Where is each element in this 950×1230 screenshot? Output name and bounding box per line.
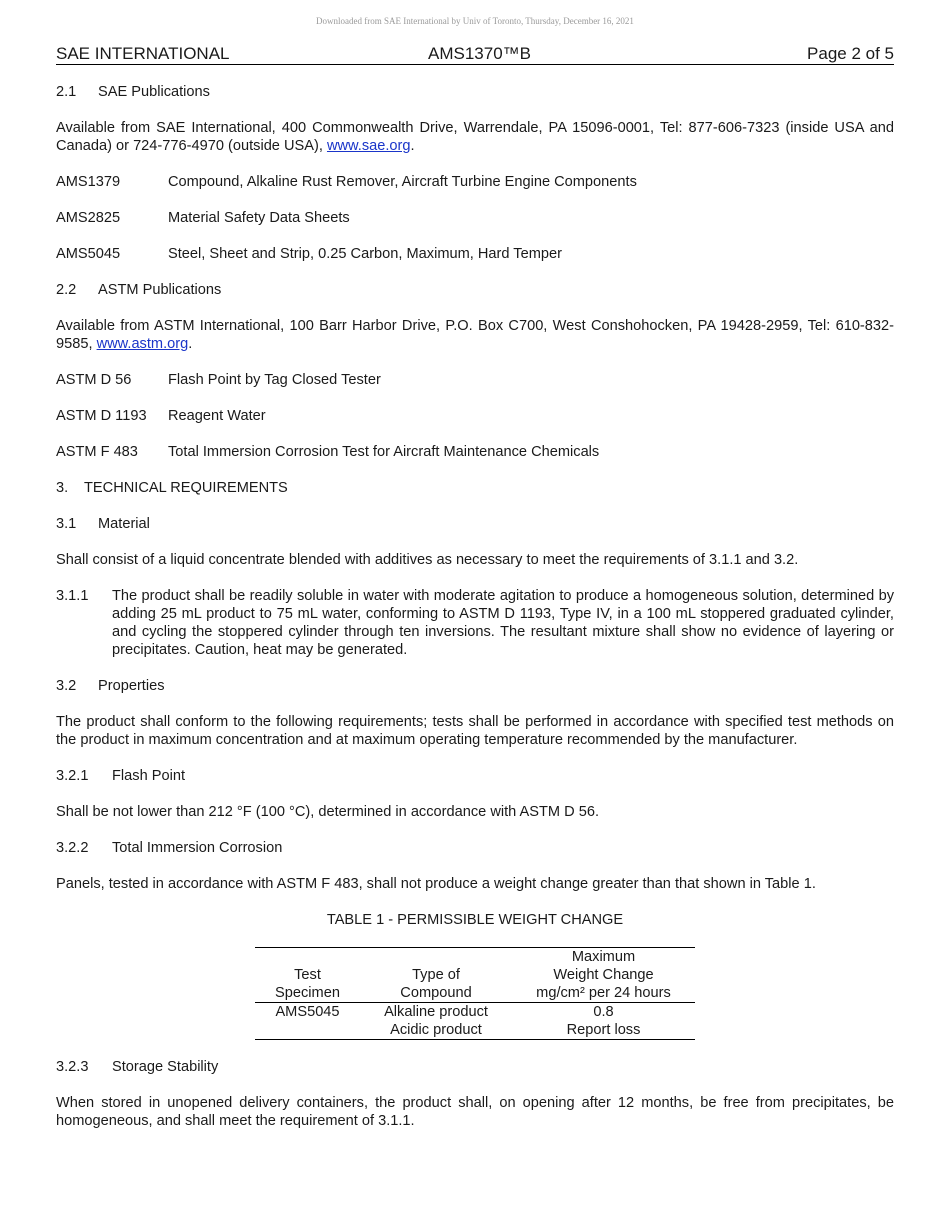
table-cell: AMS5045 bbox=[275, 1004, 340, 1020]
section-2-1-heading: 2.1 SAE Publications bbox=[56, 84, 210, 100]
table-header-cell: mg/cm² per 24 hours bbox=[512, 984, 695, 1003]
reference-item: ASTM F 483 Total Immersion Corrosion Test for Aircraft Maintenance Chemicals bbox=[56, 444, 600, 460]
header-org: SAE INTERNATIONAL bbox=[56, 44, 230, 63]
page-header bbox=[56, 44, 894, 65]
table-cell: Report loss bbox=[512, 1021, 695, 1040]
table-cell: 0.8 bbox=[593, 1004, 614, 1020]
header-doc-id: AMS1370™B bbox=[428, 44, 531, 63]
sae-availability: Available from SAE International, 400 Commonwealth Drive, Warrendale, PA 15096-0001, Tel: 877-606-7323 (inside USA and Canada) or 724-776-4970 (outside USA), www.sae.org. bbox=[56, 120, 894, 154]
reference-item: ASTM D 1193 Reagent Water bbox=[56, 408, 266, 424]
table-cell: Alkaline product bbox=[384, 1004, 488, 1020]
section-3-2-2-text: Panels, tested in accordance with ASTM F 483, shall not produce a weight change greater than that shown in Table 1. bbox=[56, 876, 816, 892]
section-3-2-3-text: When stored in unopened delivery containers, the product shall, on opening after 12 months, be free from precipitates, be homogeneous, and shall meet the requirement of 3.1.1. bbox=[56, 1095, 894, 1129]
reference-item: AMS2825 Material Safety Data Sheets bbox=[56, 210, 350, 226]
astm-link[interactable]: www.astm.org bbox=[96, 336, 189, 352]
document-body bbox=[56, 83, 894, 1148]
table-cell bbox=[255, 1021, 360, 1040]
section-2-2-heading: 2.2 ASTM Publications bbox=[56, 282, 222, 298]
table-header-cell: Compound bbox=[360, 984, 512, 1003]
section-3-1-text: Shall consist of a liquid concentrate blended with additives as necessary to meet the requirements of 3.1.1 and 3.2. bbox=[56, 552, 799, 568]
section-3-2-3-heading: 3.2.3 Storage Stability bbox=[56, 1059, 219, 1075]
table-1-title: TABLE 1 - PERMISSIBLE WEIGHT CHANGE bbox=[326, 912, 624, 928]
section-3-heading: 3. TECHNICAL REQUIREMENTS bbox=[56, 480, 288, 496]
section-3-1-heading: 3.1 Material bbox=[56, 516, 150, 532]
section-3-2-heading: 3.2 Properties bbox=[56, 678, 165, 694]
reference-item: ASTM D 56 Flash Point by Tag Closed Tester bbox=[56, 372, 381, 388]
weight-change-table bbox=[255, 947, 695, 1040]
reference-item: AMS5045 Steel, Sheet and Strip, 0.25 Carbon, Maximum, Hard Temper bbox=[56, 246, 562, 262]
table-header-cell bbox=[360, 948, 512, 967]
astm-availability: Available from ASTM International, 100 Barr Harbor Drive, P.O. Box C700, West Conshohocken, PA 19428-2959, Tel: 610-832-9585, www.astm.org. bbox=[56, 318, 894, 352]
download-watermark: Downloaded from SAE International by Univ of Toronto, Thursday, December 16, 2021 bbox=[316, 16, 634, 26]
section-3-2-2-heading: 3.2.2 Total Immersion Corrosion bbox=[56, 840, 283, 856]
table-header-cell: Test bbox=[294, 967, 321, 983]
table-row bbox=[255, 1003, 695, 1022]
sae-link[interactable]: www.sae.org bbox=[326, 138, 411, 154]
table-header-cell: Specimen bbox=[255, 984, 360, 1003]
table-header-cell: Type of bbox=[412, 967, 460, 983]
section-3-2-text: The product shall conform to the following requirements; tests shall be performed in accordance with specified test methods on the product in maximum concentration and at maximum operating temperature recommended by the manufacturer. bbox=[56, 714, 894, 748]
table-cell: Acidic product bbox=[360, 1021, 512, 1040]
table-header-cell bbox=[255, 948, 360, 967]
table-header-cell: Weight Change bbox=[553, 967, 654, 983]
section-3-2-1-text: Shall be not lower than 212 °F (100 °C), determined in accordance with ASTM D 56. bbox=[56, 804, 599, 820]
section-3-1-1: 3.1.1 The product shall be readily soluble in water with moderate agitation to produce a homogeneous solution, determined by adding 25 mL product to 75 mL water, conforming to ASTM D 1193, Type IV, in a 100 mL stoppered graduated cylinder, and cycling the stoppered cylinder through ten inversions. The resultant mixture shall show no evidence of layering or precipitates. Caution, heat may be generated. bbox=[56, 588, 894, 658]
table-row bbox=[255, 1021, 695, 1040]
reference-item: AMS1379 Compound, Alkaline Rust Remover, Aircraft Turbine Engine Components bbox=[56, 174, 637, 190]
header-page-number: Page 2 of 5 bbox=[807, 44, 894, 63]
table-header-cell: Maximum bbox=[512, 948, 695, 967]
section-3-2-1-heading: 3.2.1 Flash Point bbox=[56, 768, 186, 784]
